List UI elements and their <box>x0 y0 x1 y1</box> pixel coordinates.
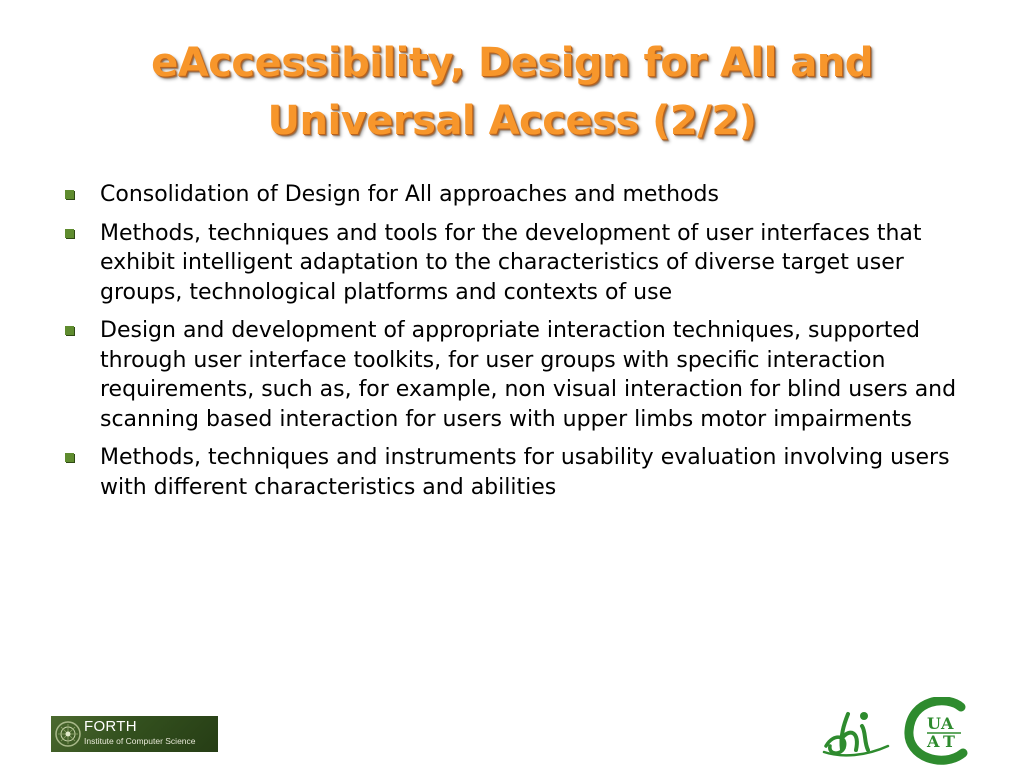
bullet-list <box>62 180 982 511</box>
svg-text:A: A <box>927 732 940 751</box>
bullet-item <box>62 180 982 210</box>
forth-subtitle: Institute of Computer Science <box>84 736 196 746</box>
svg-text:U: U <box>927 714 941 733</box>
hci-lab-logo-icon <box>818 702 894 758</box>
bullet-text: Consolidation of Design for All approaches and methods <box>100 182 719 207</box>
square-bullet-icon <box>65 453 74 462</box>
bullet-text: Methods, techniques and tools for the development of user interfaces that exhibit intelligent adaptation to the characteristics of diverse target user groups, technological platforms and contexts of use <box>100 220 922 305</box>
slide-title-line-2: Universal Access (2/2) <box>267 98 757 144</box>
square-bullet-icon <box>65 326 74 335</box>
bullet-text: Design and development of appropriate interaction techniques, supported through user interface toolkits, for user groups with specific interaction requirements, such as, for example, non visual interaction for blind users and scanning based interaction for users with upper limbs motor impairments <box>100 318 957 432</box>
slide-title-line-1: eAccessibility, Design for All and <box>151 40 873 86</box>
bullet-item <box>62 316 982 434</box>
square-bullet-icon <box>65 190 74 199</box>
bullet-item <box>62 443 982 502</box>
square-bullet-icon <box>65 229 74 238</box>
ua-at-logo-icon <box>903 697 973 765</box>
slide-title <box>60 34 964 150</box>
forth-emblem-icon <box>54 719 82 749</box>
bullet-text: Methods, techniques and instruments for usability evaluation involving users with different characteristics and abilities <box>100 445 950 500</box>
forth-logo <box>51 716 218 752</box>
forth-name: FORTH <box>84 718 137 735</box>
svg-text:T: T <box>943 732 955 751</box>
svg-text:A: A <box>941 714 954 733</box>
bullet-item <box>62 219 982 308</box>
